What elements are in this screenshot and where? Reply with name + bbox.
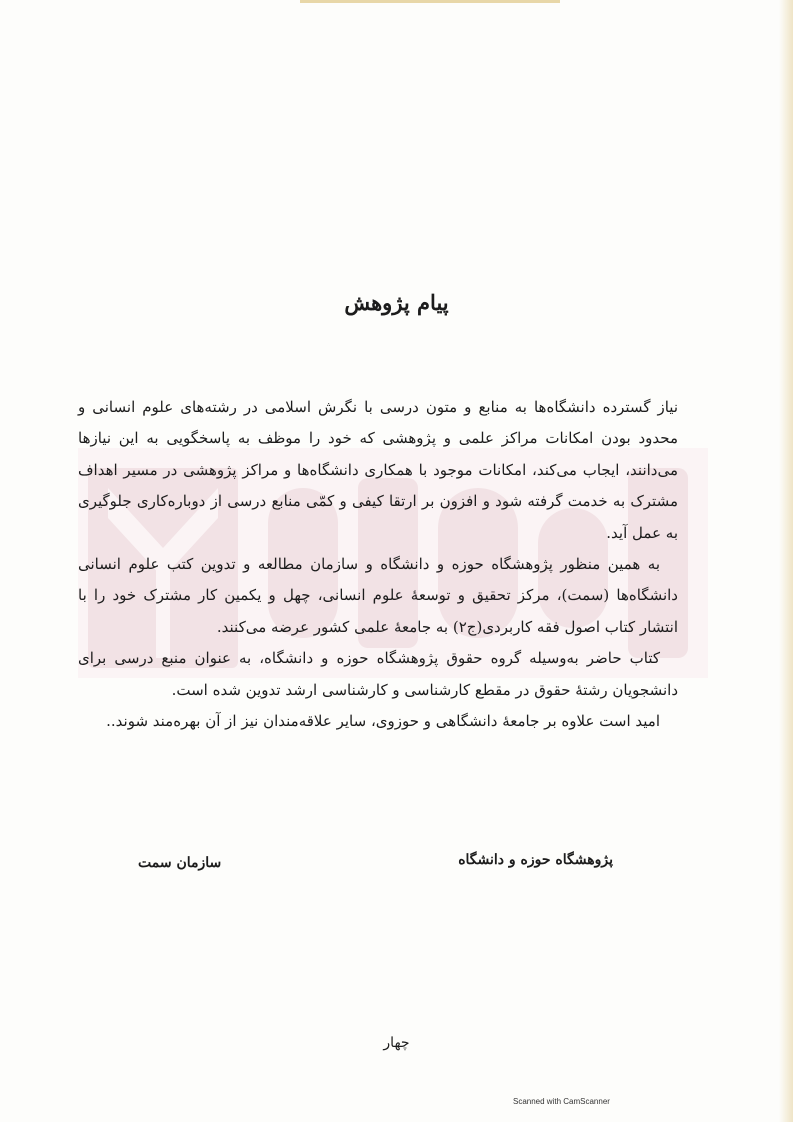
body-text: [78, 392, 678, 737]
paragraph-4: امید است علاوه بر جامعهٔ دانشگاهی و حوزوی، سایر علاقه‌مندان نیز از آن بهره‌مند شوند..: [106, 712, 660, 731]
page-title: پیام پژوهش: [344, 290, 449, 315]
scanner-note: Scanned with CamScanner: [513, 1097, 610, 1106]
signature-samt: سازمان سمت: [138, 855, 222, 871]
paragraph-2: به همین منظور پژوهشگاه حوزه و دانشگاه و سازمان مطالعه و تدوین کتب علوم انسانی دانشگاه‌ها (سمت)، مرکز تحقیق و توسعهٔ علوم انسانی، چهل و یکمین کار مشترک خود را با انتشار کتاب اصول فقه کاربردی(ج۲) به جامعهٔ علمی کشور عرضه می‌کنند.: [78, 555, 678, 636]
page-edge-right: [779, 0, 793, 1122]
paragraph-3: کتاب حاضر به‌وسیله گروه حقوق پژوهشگاه حوزه و دانشگاه، به عنوان منبع درسی برای دانشجویان رشتهٔ حقوق در مقطع کارشناسی و کارشناسی ارشد تدوین شده است.: [78, 649, 678, 699]
paragraph-1: نیاز گسترده دانشگاه‌ها به منابع و متون درسی با نگرش اسلامی در رشته‌های علوم انسانی و محدود بودن امکانات مراکز علمی و پژوهشی که خود را موظف به پاسخگویی به این نیازها می‌دانند، ایجاب می‌کند، امکانات موجود با همکاری دانشگاه‌ها و مراکز پژوهشی در مسیر اهداف مشترک به خدمت گرفته شود و افزون بر ارتقا کیفی و کمّی منابع درسی از دوباره‌کاری جلوگیری به عمل آید.: [78, 398, 678, 542]
page-edge-top: [300, 0, 560, 3]
signature-institute: پژوهشگاه حوزه و دانشگاه: [458, 852, 613, 868]
page-number: چهار: [383, 1035, 410, 1051]
